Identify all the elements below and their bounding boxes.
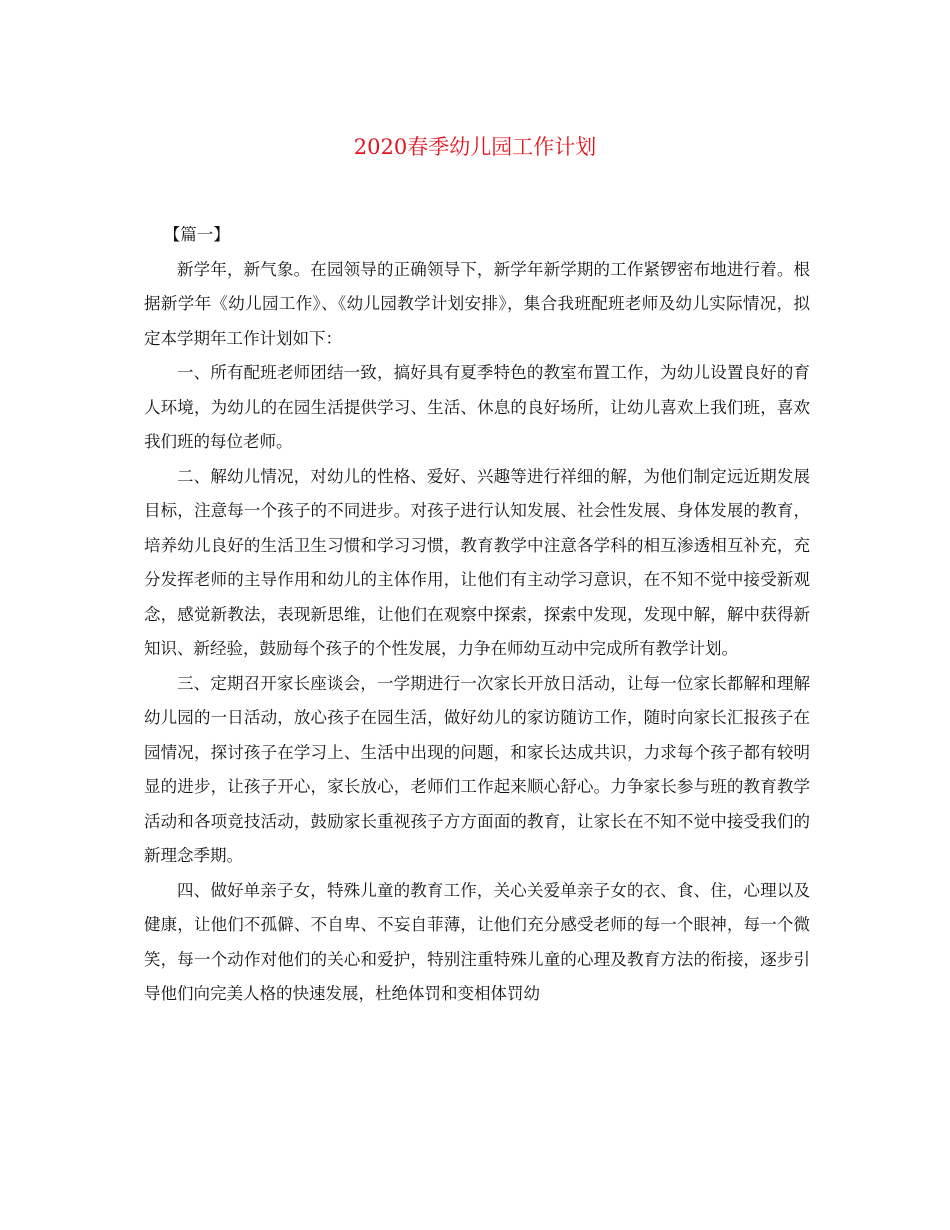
document-body (144, 218, 810, 1012)
paragraph-item-2: 二、解幼儿情况，对幼儿的性格、爱好、兴趣等进行祥细的解，为他们制定远近期发展目标，注意每一个孩子的不同进步。对孩子进行认知发展、社会性发展、身体发展的教育，培养幼儿良好的生活卫生习惯和学习习惯，教育教学中注意各学科的相互渗透相互补充，充分发挥老师的主导作用和幼儿的主体作用，让他们有主动学习意识，在不知不觉中接受新观念，感觉新教法，表现新思维，让他们在观察中探索，探索中发现，发现中解，解中获得新知识、新经验，鼓励每个孩子的个性发展，力争在师幼互动中完成所有教学计划。 (144, 466, 810, 658)
paragraph-item-4: 四、做好单亲子女，特殊儿童的教育工作，关心关爱单亲子女的衣、食、住，心理以及健康，让他们不孤僻、不自卑、不妄自菲薄，让他们充分感受老师的每一个眼神，每一个微笑，每一个动作对他们的关心和爱护，特别注重特殊儿童的心理及教育方法的衔接，逐步引导他们向完美人格的快速发展，杜绝体罚和变相体罚幼 (144, 880, 810, 1003)
document-title: 2020春季幼儿园工作计划 (353, 135, 597, 159)
paragraph-item-1: 一、所有配班老师团结一致，搞好具有夏季特色的教室布置工作，为幼儿设置良好的育人环境，为幼儿的在园生活提供学习、生活、休息的良好场所，让幼儿喜欢上我们班，喜欢我们班的每位老师。 (144, 363, 810, 451)
paragraph-item-3: 三、定期召开家长座谈会，一学期进行一次家长开放日活动，让每一位家长都解和理解幼儿园的一日活动，放心孩子在园生活，做好幼儿的家访随访工作，随时向家长汇报孩子在园情况，探讨孩子在学习上、生活中出现的问题，和家长达成共识，力求每个孩子都有较明显的进步，让孩子开心，家长放心，老师们工作起来顺心舒心。力争家长参与班的教育教学活动和各项竞技活动，鼓励家长重视孩子方方面面的教育，让家长在不知不觉中接受我们的新理念季期。 (144, 673, 810, 865)
section-label: 【篇一】 (163, 225, 230, 244)
paragraph-intro: 新学年，新气象。在园领导的正确领导下，新学年新学期的工作紧锣密布地进行着。根据新学年《幼儿园工作》、《幼儿园教学计划安排》，集合我班配班老师及幼儿实际情况，拟定本学期年工作计划如下： (144, 259, 810, 348)
